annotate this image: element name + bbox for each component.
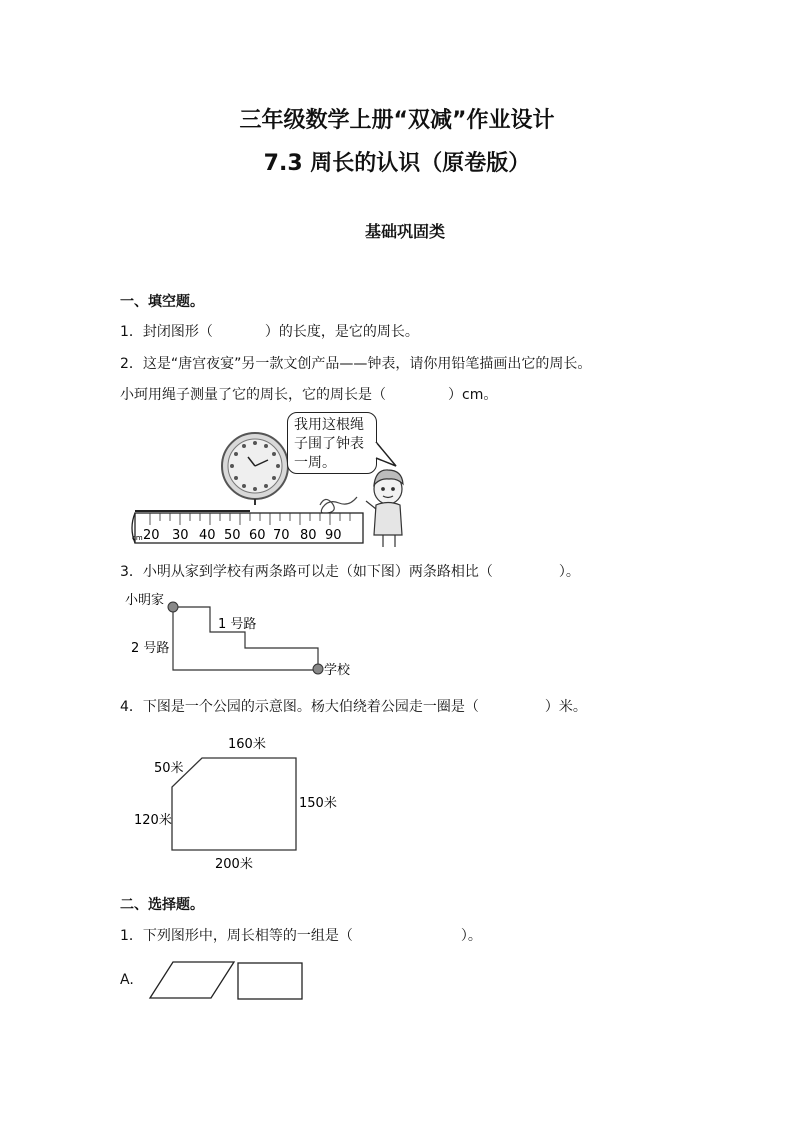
ruler-icon bbox=[132, 511, 363, 543]
question-text: 3．小明从家到学校有两条路可以走（如下图）两条路相比（ bbox=[120, 564, 493, 580]
school-marker-icon bbox=[313, 664, 323, 674]
ruler-tick-label: 40 bbox=[199, 528, 216, 543]
ruler-tick-label: 60 bbox=[249, 528, 266, 543]
question-1-4 bbox=[120, 696, 587, 716]
school-label: 学校 bbox=[324, 663, 351, 678]
parallelogram-shape bbox=[150, 962, 234, 998]
section-choice-heading: 二、选择题。 bbox=[120, 897, 204, 913]
park-bottom-side-label: 200米 bbox=[215, 857, 253, 872]
ruler-unit: cm bbox=[132, 534, 143, 542]
home-label: 小明家 bbox=[125, 593, 165, 608]
boy-figure-icon bbox=[366, 470, 403, 547]
park-outline bbox=[172, 758, 296, 850]
park-right-side-label: 150米 bbox=[299, 796, 337, 811]
document-title: 三年级数学上册“双减”作业设计 bbox=[239, 108, 555, 133]
park-left-side-label: 120米 bbox=[134, 813, 172, 828]
speech-bubble bbox=[287, 412, 377, 474]
home-marker-icon bbox=[168, 602, 178, 612]
question-1-2-line1: 2．这是“唐宫夜宴”另一款文创产品——钟表，请你用铅笔描画出它的周长。 bbox=[120, 356, 592, 372]
park-slant-side-label: 50米 bbox=[154, 761, 184, 776]
question-text: ）的长度，是它的周长。 bbox=[264, 324, 419, 340]
string-icon bbox=[320, 497, 357, 513]
route-diagram bbox=[120, 590, 370, 685]
option-a-shapes bbox=[145, 958, 310, 1003]
ruler-tick-label: 80 bbox=[300, 528, 317, 543]
ruler-tick-label: 20 bbox=[143, 528, 160, 543]
question-text: 4．下图是一个公园的示意图。杨大伯绕着公园走一圈是（ bbox=[120, 699, 479, 715]
document-subtitle: 7.3 周长的认识（原卷版） bbox=[263, 151, 531, 176]
question-text: 小珂用绳子测量了它的周长，它的周长是（ bbox=[120, 387, 386, 403]
speech-line: 子围了钟表 bbox=[294, 436, 364, 452]
question-text: 1．封闭图形（ bbox=[120, 324, 213, 340]
ruler-tick-label: 30 bbox=[172, 528, 189, 543]
question-1-3 bbox=[120, 561, 580, 581]
question-text: ）。 bbox=[460, 928, 482, 944]
clock-icon bbox=[222, 433, 288, 505]
option-a-label[interactable]: A. bbox=[120, 972, 134, 988]
rectangle-shape bbox=[238, 963, 302, 999]
question-text: ）cm。 bbox=[448, 387, 498, 403]
speech-line: 一周。 bbox=[294, 455, 336, 471]
road-2-label: 2 号路 bbox=[131, 641, 170, 656]
question-text: 1．下列图形中，周长相等的一组是（ bbox=[120, 928, 353, 944]
ruler-tick-label: 90 bbox=[325, 528, 342, 543]
ruler-tick-label: 50 bbox=[224, 528, 241, 543]
speech-bubble-tail-icon bbox=[370, 440, 400, 470]
question-1-2-line2 bbox=[120, 384, 497, 404]
question-text: ）米。 bbox=[544, 699, 587, 715]
question-text: ）。 bbox=[558, 564, 580, 580]
speech-line: 我用这根绳 bbox=[294, 417, 364, 433]
category-heading: 基础巩固类 bbox=[364, 222, 445, 241]
section-fill-in-heading: 一、填空题。 bbox=[120, 294, 204, 310]
question-1-1 bbox=[120, 321, 419, 341]
road-1-label: 1 号路 bbox=[218, 617, 257, 632]
ruler-tick-label: 70 bbox=[273, 528, 290, 543]
park-diagram bbox=[130, 732, 345, 872]
question-2-1 bbox=[120, 925, 482, 945]
park-top-side-label: 160米 bbox=[228, 737, 266, 752]
